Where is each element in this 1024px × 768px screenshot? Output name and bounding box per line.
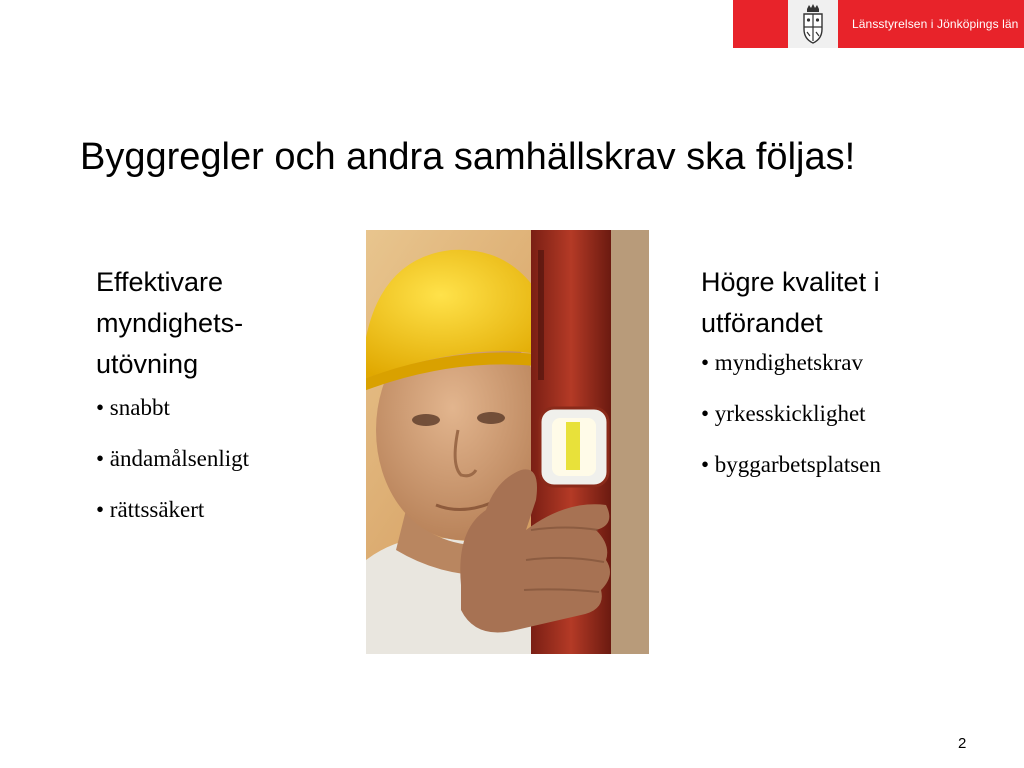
list-item: • myndighetskrav [701,350,863,375]
left-column-heading [96,262,346,385]
left-bullet-list [96,395,346,523]
header-logo-bar [733,0,1024,48]
list-item: • yrkesskicklighet [701,401,866,426]
list-item: • byggarbetsplatsen [701,452,881,477]
left-heading-line: utövning [96,349,199,379]
right-column-heading [701,262,981,344]
left-heading-line: Effektivare [96,267,224,297]
logo-text: Länsstyrelsen i Jönköpings län [852,17,1019,31]
page-number: 2 [958,735,967,752]
right-bullet-list [701,350,981,478]
list-item: • rättssäkert [96,497,205,522]
list-item: • snabbt [96,395,170,420]
right-column [701,262,981,503]
left-column [96,262,346,548]
slide-title: Byggregler och andra samhällskrav ska följas! [80,136,856,178]
construction-worker-photo [366,230,649,654]
left-heading-line: myndighets- [96,308,244,338]
right-heading-line: Högre kvalitet i [701,267,880,297]
right-heading-line: utförandet [701,308,823,338]
coat-of-arms-icon [788,0,838,48]
list-item: • ändamålsenligt [96,446,250,471]
